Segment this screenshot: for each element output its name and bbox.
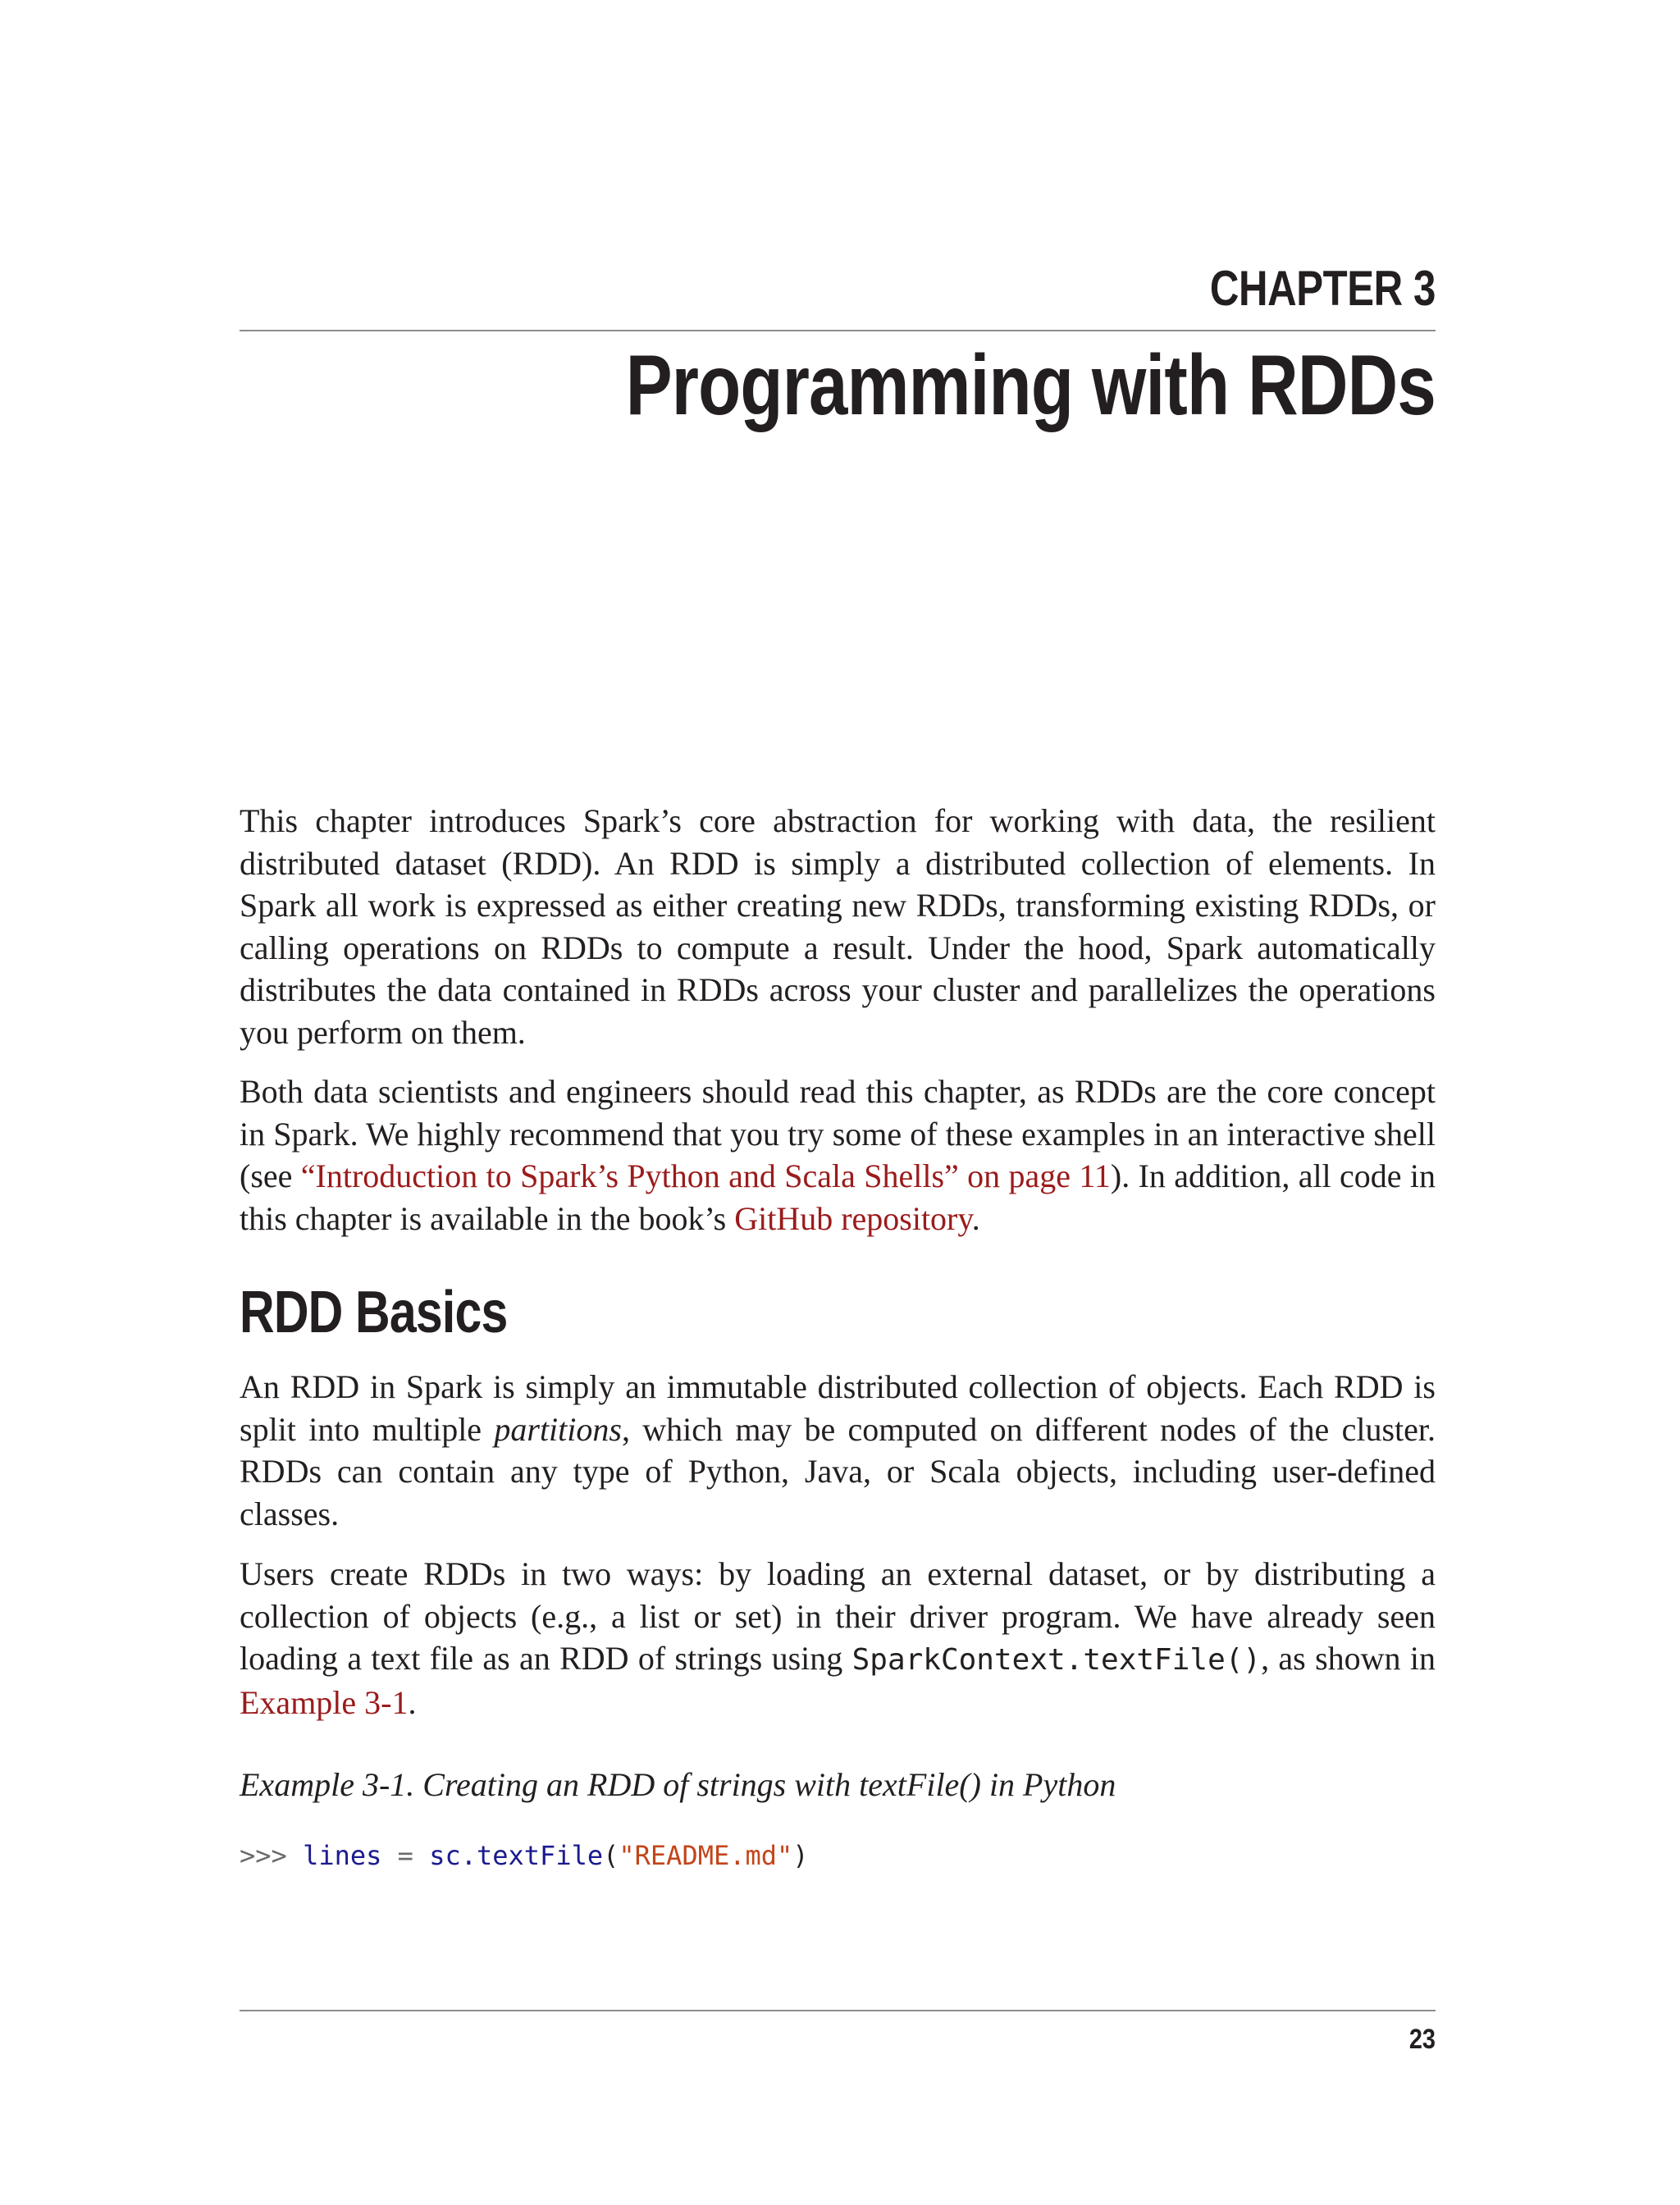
p3-text-after: , which may be computed on different nodes of the cluster. RDDs can contain any type of Python, Java, or Scala objects, including user-defined classes.: [240, 1410, 1436, 1532]
page-number: 23: [1408, 2024, 1436, 2055]
p4-text-after: .: [408, 1683, 417, 1721]
chapter-title: Programming with RDDs: [625, 338, 1436, 433]
section-heading-rdd-basics: RDD Basics: [240, 1280, 508, 1345]
code-string-arg: "README.md": [619, 1840, 793, 1871]
code-operator: =: [381, 1840, 430, 1871]
chapter-divider: [240, 330, 1436, 331]
inline-code-textfile: SparkContext.textFile(): [851, 1643, 1262, 1677]
rdd-basics-paragraph-2: [240, 1553, 1436, 1723]
code-prompt: >>>: [240, 1840, 304, 1871]
github-repository-link[interactable]: GitHub repository: [734, 1199, 972, 1237]
partitions-term: partitions: [494, 1410, 622, 1448]
intro-paragraph-1-text: This chapter introduces Spark’s core abstraction for working with data, the resilient distributed dataset (RDD). An RDD is simply a distributed collection of elements. In Spark all work is expressed as either creating new RDDs, transforming existing RDDs, or calling operations on RDDs to compute a result. Under the hood, Spark automatically distributes the data contained in RDDs across your cluster and parallelizes the operations you perform on them.: [240, 802, 1436, 1051]
p3-text-before: An RDD in Spark is simply an immutable distributed collection of objects. Each RDD is split into multiple: [240, 1368, 1436, 1448]
p2-text-middle: ). In addition, all code in this chapter is available in the book’s: [240, 1157, 1436, 1237]
code-block: [240, 1838, 809, 1874]
rdd-basics-paragraph-1: [240, 1366, 1436, 1535]
code-variable: lines: [303, 1840, 382, 1871]
code-call: sc.textFile: [429, 1840, 604, 1871]
intro-paragraph-1: [240, 800, 1436, 1053]
example-3-1-link[interactable]: Example 3-1: [240, 1683, 409, 1721]
shells-section-link[interactable]: “Introduction to Spark’s Python and Scala Shells” on page 11: [300, 1157, 1111, 1194]
code-paren-open: (: [603, 1840, 619, 1871]
p2-text-after: .: [971, 1199, 980, 1237]
example-caption: Example 3-1. Creating an RDD of strings with textFile() in Python: [240, 1766, 1116, 1803]
p2-text-before: Both data scientists and engineers should read this chapter, as RDDs are the core concept in Spark. We highly recommend that you try some of these examples in an interactive shell (see: [240, 1073, 1436, 1194]
intro-paragraph-2: [240, 1071, 1436, 1239]
code-paren-close: ): [792, 1840, 809, 1871]
p4-text-before: Users create RDDs in two ways: by loading an external dataset, or by distributing a collection of objects (e.g., a list or set) in their driver program. We have already seen loading a text file as an RDD of strings using: [240, 1555, 1436, 1677]
chapter-label: CHAPTER 3: [1209, 261, 1436, 316]
p4-text-middle: , as shown in: [1261, 1640, 1436, 1677]
footer-divider: [240, 2010, 1436, 2011]
